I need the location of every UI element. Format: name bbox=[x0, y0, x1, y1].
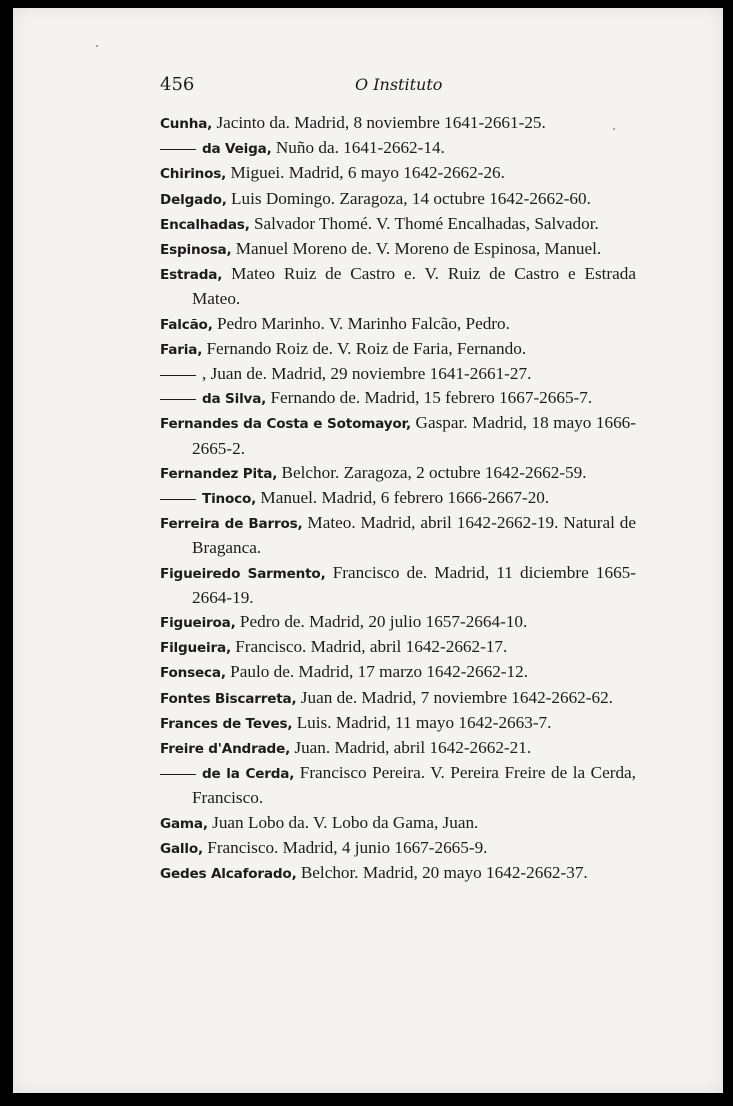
index-entry bbox=[160, 237, 636, 262]
index-entry bbox=[160, 660, 636, 685]
entry-heading: Gama, bbox=[160, 815, 208, 832]
entry-heading: da Veiga, bbox=[202, 141, 272, 158]
entry-details: Pedro de. Madrid, 20 julio 1657-2664-10. bbox=[235, 612, 528, 632]
ditto-dash bbox=[160, 774, 196, 775]
ditto-dash bbox=[160, 399, 196, 400]
entry-heading: Fontes Biscarreta, bbox=[160, 690, 297, 707]
entry-heading: Frances de Teves, bbox=[160, 715, 293, 732]
entry-details: Manuel. Madrid, 6 febrero 1666-2667-20. bbox=[256, 488, 550, 508]
index-entry bbox=[160, 486, 636, 511]
entry-details: Paulo de. Madrid, 17 marzo 1642-2662-12. bbox=[225, 662, 529, 682]
entry-heading: Encalhadas, bbox=[160, 216, 250, 233]
entry-heading: Espinosa, bbox=[160, 242, 232, 259]
page-header bbox=[160, 74, 635, 96]
entry-heading: Freire d'Andrade, bbox=[160, 741, 291, 758]
index-entry bbox=[160, 136, 636, 161]
index-entry bbox=[160, 111, 636, 136]
index-entry bbox=[160, 711, 636, 736]
entry-details: Francisco. Madrid, 4 junio 1667-2665-9. bbox=[202, 837, 488, 857]
entry-heading: Tinoco, bbox=[202, 491, 257, 508]
entry-details: Juan. Madrid, abril 1642-2662-21. bbox=[290, 738, 532, 758]
entry-details: Juan de. Madrid, 7 noviembre 1642-2662-62. bbox=[296, 687, 613, 707]
index-entry bbox=[160, 187, 636, 212]
entry-details: Francisco de. Madrid, 11 diciembre 1665-2664-19. bbox=[192, 562, 636, 607]
index-entry bbox=[160, 811, 636, 836]
index-entry bbox=[160, 610, 636, 635]
index-entry bbox=[160, 836, 636, 861]
entry-details: Pedro Marinho. V. Marinho Falcão, Pedro. bbox=[212, 313, 510, 333]
index-entry bbox=[160, 262, 636, 311]
index-entry bbox=[160, 736, 636, 761]
entry-heading: Cunha, bbox=[160, 116, 213, 132]
entry-details: Luis. Madrid, 11 mayo 1642-2663-7. bbox=[292, 712, 552, 732]
ditto-dash bbox=[160, 149, 196, 150]
index-entry bbox=[160, 411, 636, 460]
entry-heading: Gallo, bbox=[160, 840, 203, 857]
entry-heading: Chirinos, bbox=[160, 166, 227, 183]
entry-details: , Juan de. Madrid, 29 noviembre 1641-2661-27. bbox=[202, 364, 532, 384]
index-entry bbox=[160, 312, 636, 337]
entry-heading: Delgado, bbox=[160, 191, 227, 208]
entry-details: Salvador Thomé. V. Thomé Encalhadas, Salvador. bbox=[249, 213, 599, 233]
index-entry bbox=[160, 861, 636, 886]
entry-heading: Gedes Alcaforado, bbox=[160, 866, 297, 883]
entry-details: Fernando Roiz de. V. Roiz de Faria, Fernando. bbox=[202, 338, 527, 358]
entry-details: Belchor. Madrid, 20 mayo 1642-2662-37. bbox=[296, 863, 588, 883]
entry-heading: Fernandes da Costa e Sotomayor, bbox=[160, 416, 412, 433]
entry-heading: da Silva, bbox=[202, 391, 267, 408]
entry-heading: Filgueira, bbox=[160, 640, 231, 657]
entry-heading: Estrada, bbox=[160, 267, 223, 284]
index-entry bbox=[160, 511, 636, 560]
ditto-dash bbox=[160, 375, 196, 376]
entry-heading: Fernandez Pita, bbox=[160, 465, 278, 482]
entry-heading: Figueiredo Sarmento, bbox=[160, 565, 326, 582]
entry-details: Francisco Pereira. V. Pereira Freire de la Cerda, Francisco. bbox=[192, 763, 636, 808]
index-entry bbox=[160, 386, 636, 411]
entry-details: Francisco. Madrid, abril 1642-2662-17. bbox=[230, 637, 508, 657]
index-entries bbox=[160, 111, 636, 886]
index-entry bbox=[160, 337, 636, 362]
entry-details: Luis Domingo. Zaragoza, 14 octubre 1642-2662-60. bbox=[226, 188, 591, 208]
entry-details: Mateo Ruiz de Castro e. V. Ruiz de Castro e Estrada Mateo. bbox=[192, 264, 636, 309]
page-number: 456 bbox=[160, 74, 195, 95]
index-entry bbox=[160, 212, 636, 237]
index-entry bbox=[160, 161, 636, 186]
entry-details: Mateo. Madrid, abril 1642-2662-19. Natural de Braganca. bbox=[192, 513, 636, 558]
entry-heading: Figueiroa, bbox=[160, 615, 236, 632]
running-title: O Instituto bbox=[355, 75, 443, 94]
entry-heading: Faria, bbox=[160, 341, 203, 358]
index-entry bbox=[160, 761, 636, 810]
index-entry bbox=[160, 635, 636, 660]
entry-details: Miguei. Madrid, 6 mayo 1642-2662-26. bbox=[226, 163, 505, 183]
entry-details: Juan Lobo da. V. Lobo da Gama, Juan. bbox=[207, 812, 479, 832]
entry-details: Gaspar. Madrid, 18 mayo 1666-2665-2. bbox=[192, 413, 636, 458]
index-entry bbox=[160, 686, 636, 711]
index-entry bbox=[160, 362, 636, 386]
ditto-dash bbox=[160, 499, 196, 500]
entry-details: Jacinto da. Madrid, 8 noviembre 1641-2661-25. bbox=[212, 113, 546, 132]
entry-details: Nuño da. 1641-2662-14. bbox=[271, 138, 445, 158]
entry-heading: Falcão, bbox=[160, 316, 213, 333]
entry-heading: Ferreira de Barros, bbox=[160, 516, 303, 533]
entry-details: Fernando de. Madrid, 15 febrero 1667-2665-7. bbox=[266, 388, 593, 408]
entry-heading: Fonseca, bbox=[160, 665, 226, 682]
entry-heading: de la Cerda, bbox=[202, 766, 295, 783]
paper-speck bbox=[96, 45, 98, 47]
index-entry bbox=[160, 461, 636, 486]
index-entry bbox=[160, 561, 636, 610]
entry-details: Manuel Moreno de. V. Moreno de Espinosa, Manuel. bbox=[231, 239, 602, 259]
entry-details: Belchor. Zaragoza, 2 octubre 1642-2662-59. bbox=[277, 462, 587, 482]
